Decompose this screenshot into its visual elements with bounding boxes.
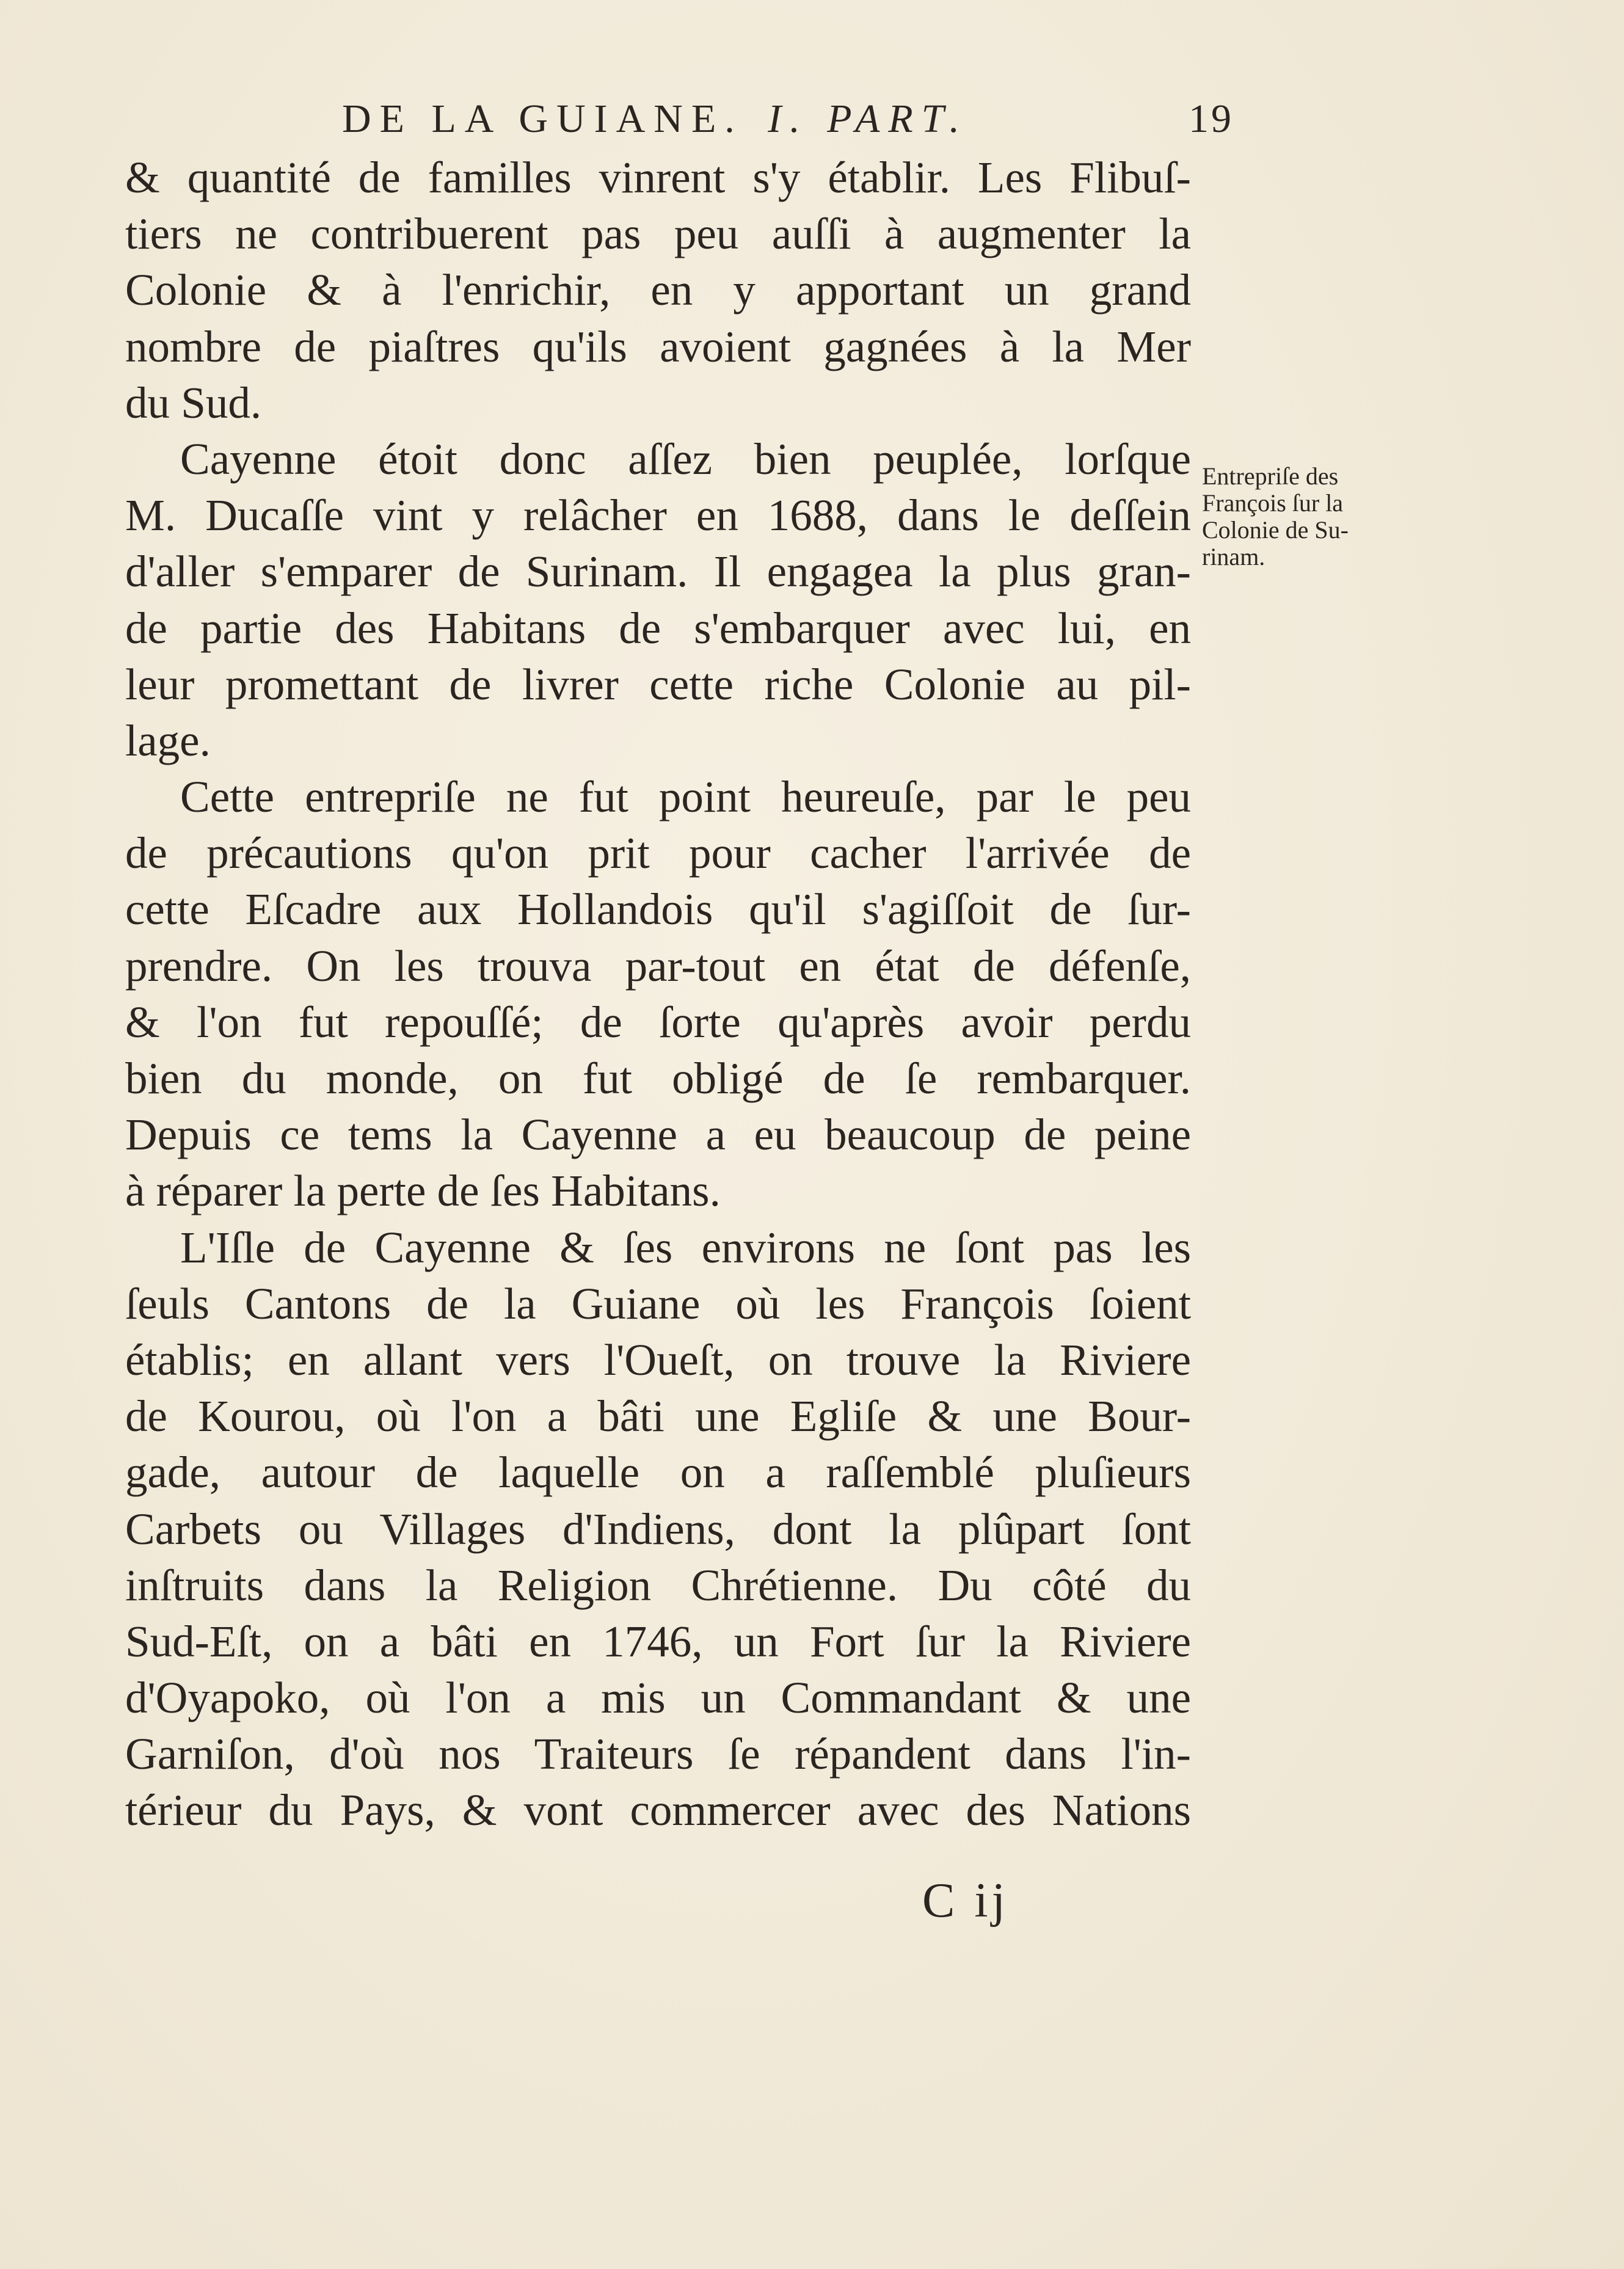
text-line: à réparer la perte de ſes Habitans.	[125, 1166, 721, 1216]
margin-note-line: Colonie de Su-	[1202, 516, 1349, 544]
text-line: cette Eſcadre aux Hollandois qu'il s'agiſſoit de ſur-	[125, 884, 1191, 934]
text-line: gade, autour de laquelle on a raſſemblé pluſieurs	[125, 1448, 1191, 1498]
text-line: inſtruits dans la Religion Chrétienne. Du côté du	[125, 1560, 1191, 1610]
text-line: Carbets ou Villages d'Indiens, dont la plûpart ſont	[125, 1504, 1191, 1554]
text-line: de précautions qu'on prit pour cacher l'arrivée de	[125, 828, 1191, 878]
text-line: L'Iſle de Cayenne & ſes environs ne ſont pas les	[180, 1222, 1191, 1272]
running-head	[342, 92, 1234, 147]
text-line: prendre. On les trouva par-tout en état de défenſe,	[125, 941, 1191, 991]
margin-note	[1202, 463, 1385, 570]
margin-note-line: François ſur la	[1202, 489, 1344, 517]
text-line: établis; en allant vers l'Oueſt, on trouve la Riviere	[125, 1335, 1191, 1385]
margin-note-line: rinam.	[1202, 543, 1265, 570]
text-line: de Kourou, où l'on a bâti une Egliſe & une Bour-	[125, 1391, 1191, 1441]
text-line: Colonie & à l'enrichir, en y apportant un grand	[125, 265, 1191, 315]
text-line: ſeuls Cantons de la Guiane où les François ſoient	[125, 1278, 1191, 1328]
text-line: d'Oyapoko, où l'on a mis un Commandant & une	[125, 1673, 1191, 1723]
text-line: Sud-Eſt, on a bâti en 1746, un Fort ſur la Riviere	[125, 1616, 1191, 1666]
text-line: bien du monde, on fut obligé de ſe rembarquer.	[125, 1054, 1191, 1103]
text-line: leur promettant de livrer cette riche Colonie au pil-	[125, 659, 1191, 709]
text-line: tiers ne contribuerent pas peu auſſi à augmenter la	[125, 209, 1191, 259]
text-line: nombre de piaſtres qu'ils avoient gagnées à la Mer	[125, 321, 1191, 371]
text-line: lage.	[125, 715, 211, 765]
text-line: & quantité de familles vinrent s'y établir. Les Flibuſ-	[125, 153, 1191, 202]
text-line: M. Ducaſſe vint y relâcher en 1688, dans le deſſein	[125, 490, 1191, 541]
text-line: Depuis ce tems la Cayenne a eu beaucoup de peine	[125, 1110, 1191, 1160]
signature-mark: C ij	[922, 1874, 1009, 1928]
text-line: du Sud.	[125, 377, 262, 428]
margin-note-line: Entrepriſe des	[1202, 462, 1339, 490]
text-line: Garniſon, d'où nos Traiteurs ſe répandent dans l'in-	[125, 1729, 1191, 1779]
text-line: térieur du Pays, & vont commercer avec des Nations	[125, 1785, 1191, 1835]
text-line: de partie des Habitans de s'embarquer avec lui, en	[125, 603, 1191, 653]
text-line: & l'on fut repouſſé; de ſorte qu'après avoir perdu	[125, 997, 1191, 1047]
running-head-title: DE LA GUIANE.	[342, 97, 743, 141]
text-line: Cette entrepriſe ne fut point heureuſe, par le peu	[180, 772, 1191, 822]
body-text	[125, 150, 1191, 1839]
text-line: Cayenne étoit donc aſſez bien peuplée, lorſque	[180, 434, 1191, 484]
running-head-part: I. PART.	[768, 97, 968, 141]
text-line: d'aller s'emparer de Surinam. Il engagea la plus gran-	[125, 547, 1191, 597]
page-number: 19	[1189, 97, 1234, 141]
